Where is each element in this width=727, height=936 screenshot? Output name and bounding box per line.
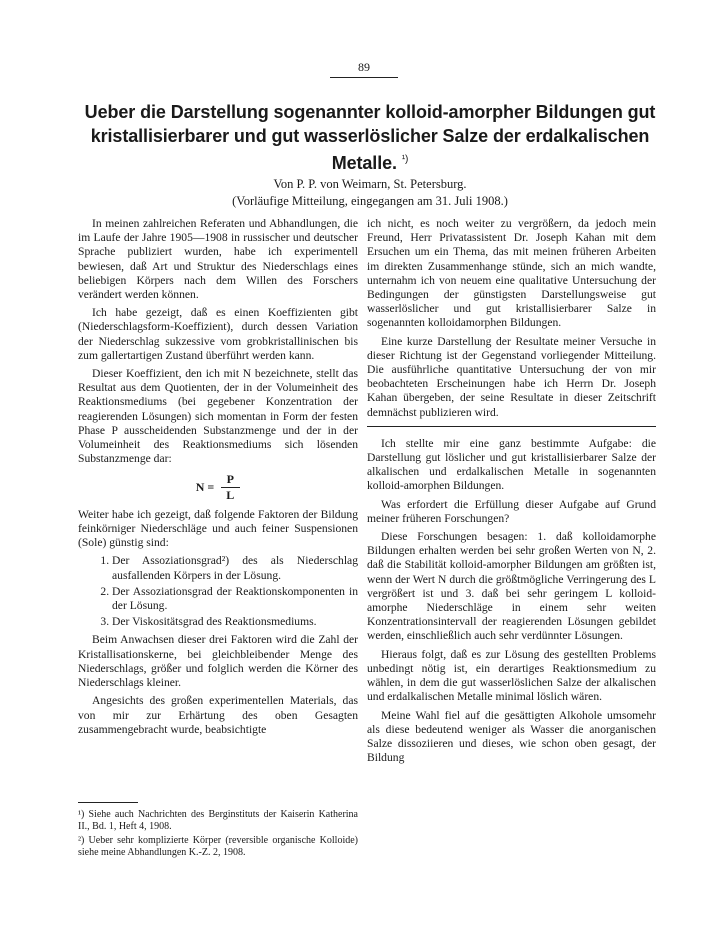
page-number-rule [330,77,398,78]
right-column [367,217,656,769]
footnotes [78,802,358,861]
footnote-1: ¹) Siehe auch Nachrichten des Berginstituts der Kaiserin Katherina II., Bd. 1, Heft 4, 1908. [78,809,358,832]
paragraph: Angesichts des großen experimentellen Materials, das von mir zur Erhärtung des oben Gesagten zusammengebracht wurde, beabsichtigte [78,694,358,736]
paragraph: Ich stellte mir eine ganz bestimmte Aufgabe: die Darstellung gut löslicher und gut kristallisierbarer Salze der alkalischen und erdalkalischen Metalle in sogenannten kolloid-amorphen Bildungen. [367,436,656,493]
paragraph: Dieser Koeffizient, den ich mit N bezeichnete, stellt das Resultat aus dem Quotienten, der in der Volumeinheit des Reaktionsmediums (bei gegebener Konzentration der reagierenden Lösungen) sich momentan in Form der festen Phase P ausscheidenden Substanzmenge und der in der Volumeinheit des Reaktionsmediums sich lösenden Substanzmenge dar: [78,367,358,466]
article-title [70,100,670,175]
left-column [78,217,358,741]
factor-list [78,554,358,629]
paragraph: Weiter habe ich gezeigt, daß folgende Faktoren der Bildung feinkörniger Niederschläge und auch feiner Suspensionen (Sole) günstig sind: [78,507,358,550]
factor-item: 3. Der Viskositätsgrad des Reaktionsmediums. [112,615,358,629]
paragraph: Hieraus folgt, daß es zur Lösung des gestellten Problems unbedingt nötig ist, ein derartiges Reaktionsmedium zu wählen, in dem die gut wasserlöslichen Salze der alkalischen und erdalkalischen Metalle minimal löslich wären. [367,647,656,704]
article-title-text: Ueber die Darstellung sogenannter kolloid-amorpher Bildungen gut kristallisierbarer und gut wasserlöslicher Salze der erdalkalischen Metalle. [84,102,656,173]
formula-n-equals-p-over-l [78,472,358,501]
section-divider [367,426,656,427]
submission-note: (Vorläufige Mitteilung, eingegangen am 31. Juli 1908.) [232,194,508,208]
paragraph: Was erfordert die Erfüllung dieser Aufgabe auf Grund meiner früheren Forschungen? [367,497,656,525]
page-number: 89 [358,60,370,74]
paragraph: In meinen zahlreichen Referaten und Abhandlungen, die im Laufe der Jahre 1905—1908 in russischer und deutscher Sprache publiziert wurden, habe ich experimentell bewiesen, daß Art und Struktur des Niederschlags eines beliebigen Körpers nach dem Willen des Forschers verändert werden können. [78,217,358,302]
paragraph: ich nicht, es noch weiter zu vergrößern, da jedoch mein Freund, Herr Privatassistent Dr. Joseph Kahan mit dem Ersuchen um ein Thema, das mit meinen früheren Arbeiten im direkten Zusammenhange stünde, sich an mich wandte, unternahm ich von neuem eine qualitative Untersuchung der Bedingungen der günstigsten Darstellungsweise gut wasserlöslicher und gut kristallisierbarer Salze in sogenannten kolloidamorphen Bildungen. [367,217,656,330]
formula-fraction [220,472,240,501]
factor-item: 2. Der Assoziationsgrad der Reaktionskomponenten in der Lösung. [112,585,358,613]
formula-numerator: P [221,472,240,487]
factor-item: 1. Der Assoziationsgrad²) des als Niederschlag ausfallenden Körpers in der Lösung. [112,554,358,582]
paragraph: Beim Anwachsen dieser drei Faktoren wird die Zahl der Kristallisationskerne, bei gleichbleibender Menge des Niederschlags, größer und folglich werden die Körner des Niederschlags kleiner. [78,633,358,690]
formula-denominator: L [226,487,235,502]
author-line: Von P. P. von Weimarn, St. Petersburg. [273,177,467,191]
paragraph: Meine Wahl fiel auf die gesättigten Alkohole umsomehr als diese bedeutend weniger als Wasser die anorganischen Salze dissoziieren und dieses, wie schon oben gesagt, der Bildung [367,708,656,765]
paragraph: Ich habe gezeigt, daß es einen Koeffizienten gibt (Niederschlagsform-Koeffizient), durch dessen Variation der Niederschlag sukzessive vom grobkristallinischen bis zum gallertartigen Zustand überführt werden kann. [78,306,358,362]
footnote-2: ²) Ueber sehr komplizierte Körper (reversible organische Kolloide) siehe meine Abhandlungen K.-Z. 2, 1908. [78,835,358,858]
paragraph: Eine kurze Darstellung der Resultate meiner Versuche in dieser Richtung ist der Gegenstand vorliegender Mitteilung. Die ausführliche quantitative Untersuchung der von mir beobachteten Erscheinungen habe ich Herrn Dr. Joseph Kahan übergeben, der seine Resultate in dieser Zeitschrift demnächst publizieren wird. [367,334,656,419]
paragraph: Diese Forschungen besagen: 1. daß kolloidamorphe Bildungen erhalten werden bei sehr großen Werten von N, 2. daß die Stabilität kolloid-amorpher Bildungen am größten ist, wenn der Wert N durch die größtmögliche Verringerung des L vergrößert ist und 3. daß bei sehr geringem L kolloid-amorphe Niederschläge in einem sehr weiten Konzentrationsintervall der reagierenden Lösungen gebildet werden, einschließlich auch sehr verdünnter Lösungen. [367,530,656,643]
title-footnote-mark: ¹) [401,154,409,165]
formula-lhs: N = [195,480,215,495]
footnote-rule [78,802,138,803]
